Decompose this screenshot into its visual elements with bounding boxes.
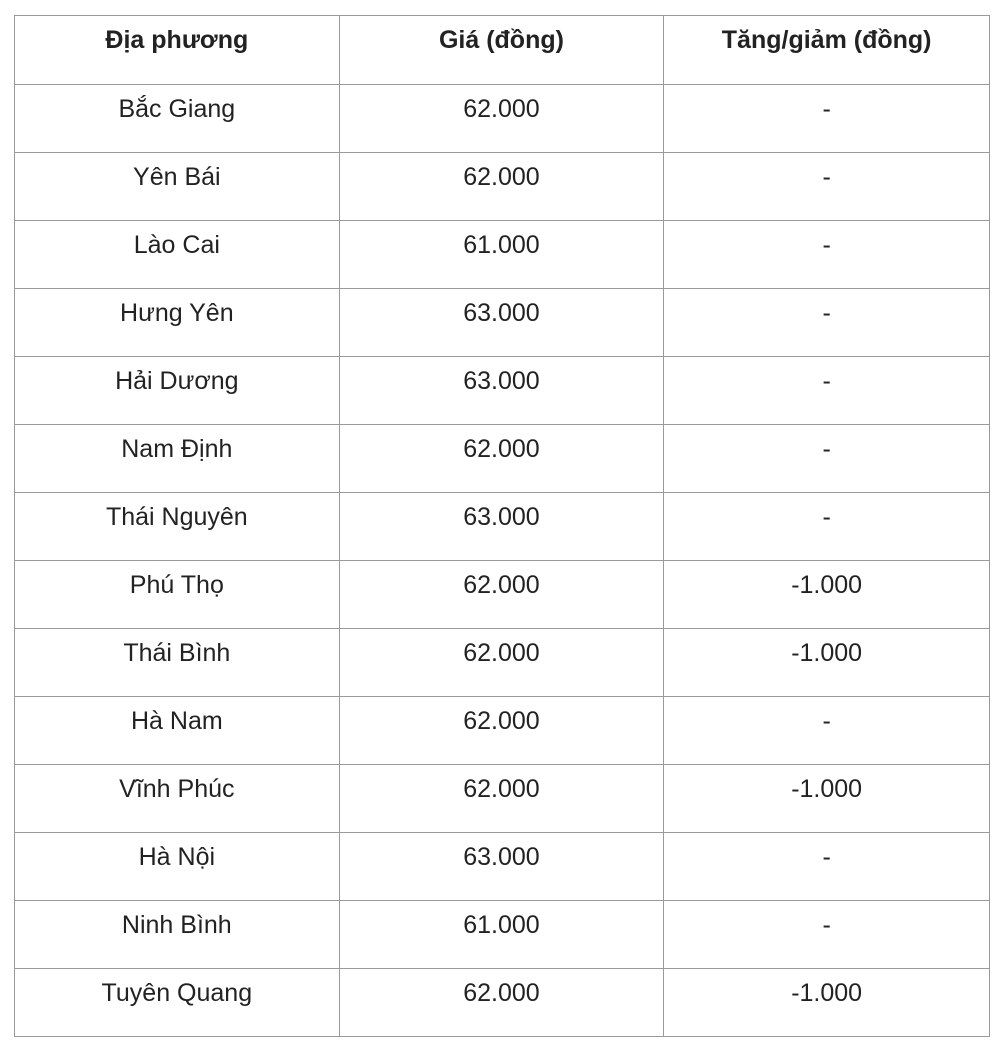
cell-change: -	[664, 85, 990, 153]
header-price: Giá (đồng)	[339, 16, 664, 85]
cell-price: 62.000	[339, 697, 664, 765]
table-row	[15, 221, 990, 289]
table-row	[15, 85, 990, 153]
cell-price: 61.000	[339, 221, 664, 289]
cell-price: 61.000	[339, 901, 664, 969]
header-change: Tăng/giảm (đồng)	[664, 16, 990, 85]
cell-change: -1.000	[664, 561, 990, 629]
table-row	[15, 697, 990, 765]
table-row	[15, 561, 990, 629]
cell-price: 63.000	[339, 289, 664, 357]
table-row	[15, 493, 990, 561]
cell-locality: Tuyên Quang	[15, 969, 340, 1037]
cell-price: 62.000	[339, 85, 664, 153]
cell-locality: Phú Thọ	[15, 561, 340, 629]
cell-change: -	[664, 697, 990, 765]
cell-price: 62.000	[339, 561, 664, 629]
cell-locality: Thái Bình	[15, 629, 340, 697]
table-row	[15, 629, 990, 697]
cell-price: 63.000	[339, 493, 664, 561]
table-row	[15, 425, 990, 493]
cell-price: 63.000	[339, 357, 664, 425]
cell-locality: Nam Định	[15, 425, 340, 493]
cell-change: -1.000	[664, 765, 990, 833]
cell-change: -	[664, 221, 990, 289]
header-locality: Địa phương	[15, 16, 340, 85]
cell-price: 62.000	[339, 153, 664, 221]
table-body	[15, 85, 990, 1037]
cell-change: -	[664, 425, 990, 493]
cell-change: -	[664, 357, 990, 425]
cell-price: 62.000	[339, 425, 664, 493]
table-row	[15, 765, 990, 833]
table-row	[15, 901, 990, 969]
cell-locality: Thái Nguyên	[15, 493, 340, 561]
cell-price: 62.000	[339, 765, 664, 833]
cell-change: -	[664, 289, 990, 357]
table-header-row	[15, 16, 990, 85]
table-row	[15, 289, 990, 357]
table-row	[15, 833, 990, 901]
table-row	[15, 357, 990, 425]
cell-price: 62.000	[339, 969, 664, 1037]
table-row	[15, 153, 990, 221]
cell-change: -1.000	[664, 969, 990, 1037]
cell-locality: Hải Dương	[15, 357, 340, 425]
table-row	[15, 969, 990, 1037]
cell-locality: Lào Cai	[15, 221, 340, 289]
cell-locality: Ninh Bình	[15, 901, 340, 969]
cell-change: -	[664, 153, 990, 221]
cell-locality: Vĩnh Phúc	[15, 765, 340, 833]
cell-change: -	[664, 901, 990, 969]
cell-change: -1.000	[664, 629, 990, 697]
cell-locality: Hưng Yên	[15, 289, 340, 357]
cell-locality: Hà Nội	[15, 833, 340, 901]
cell-price: 63.000	[339, 833, 664, 901]
cell-locality: Yên Bái	[15, 153, 340, 221]
cell-change: -	[664, 833, 990, 901]
cell-locality: Bắc Giang	[15, 85, 340, 153]
cell-price: 62.000	[339, 629, 664, 697]
cell-locality: Hà Nam	[15, 697, 340, 765]
cell-change: -	[664, 493, 990, 561]
price-table	[14, 15, 990, 1037]
